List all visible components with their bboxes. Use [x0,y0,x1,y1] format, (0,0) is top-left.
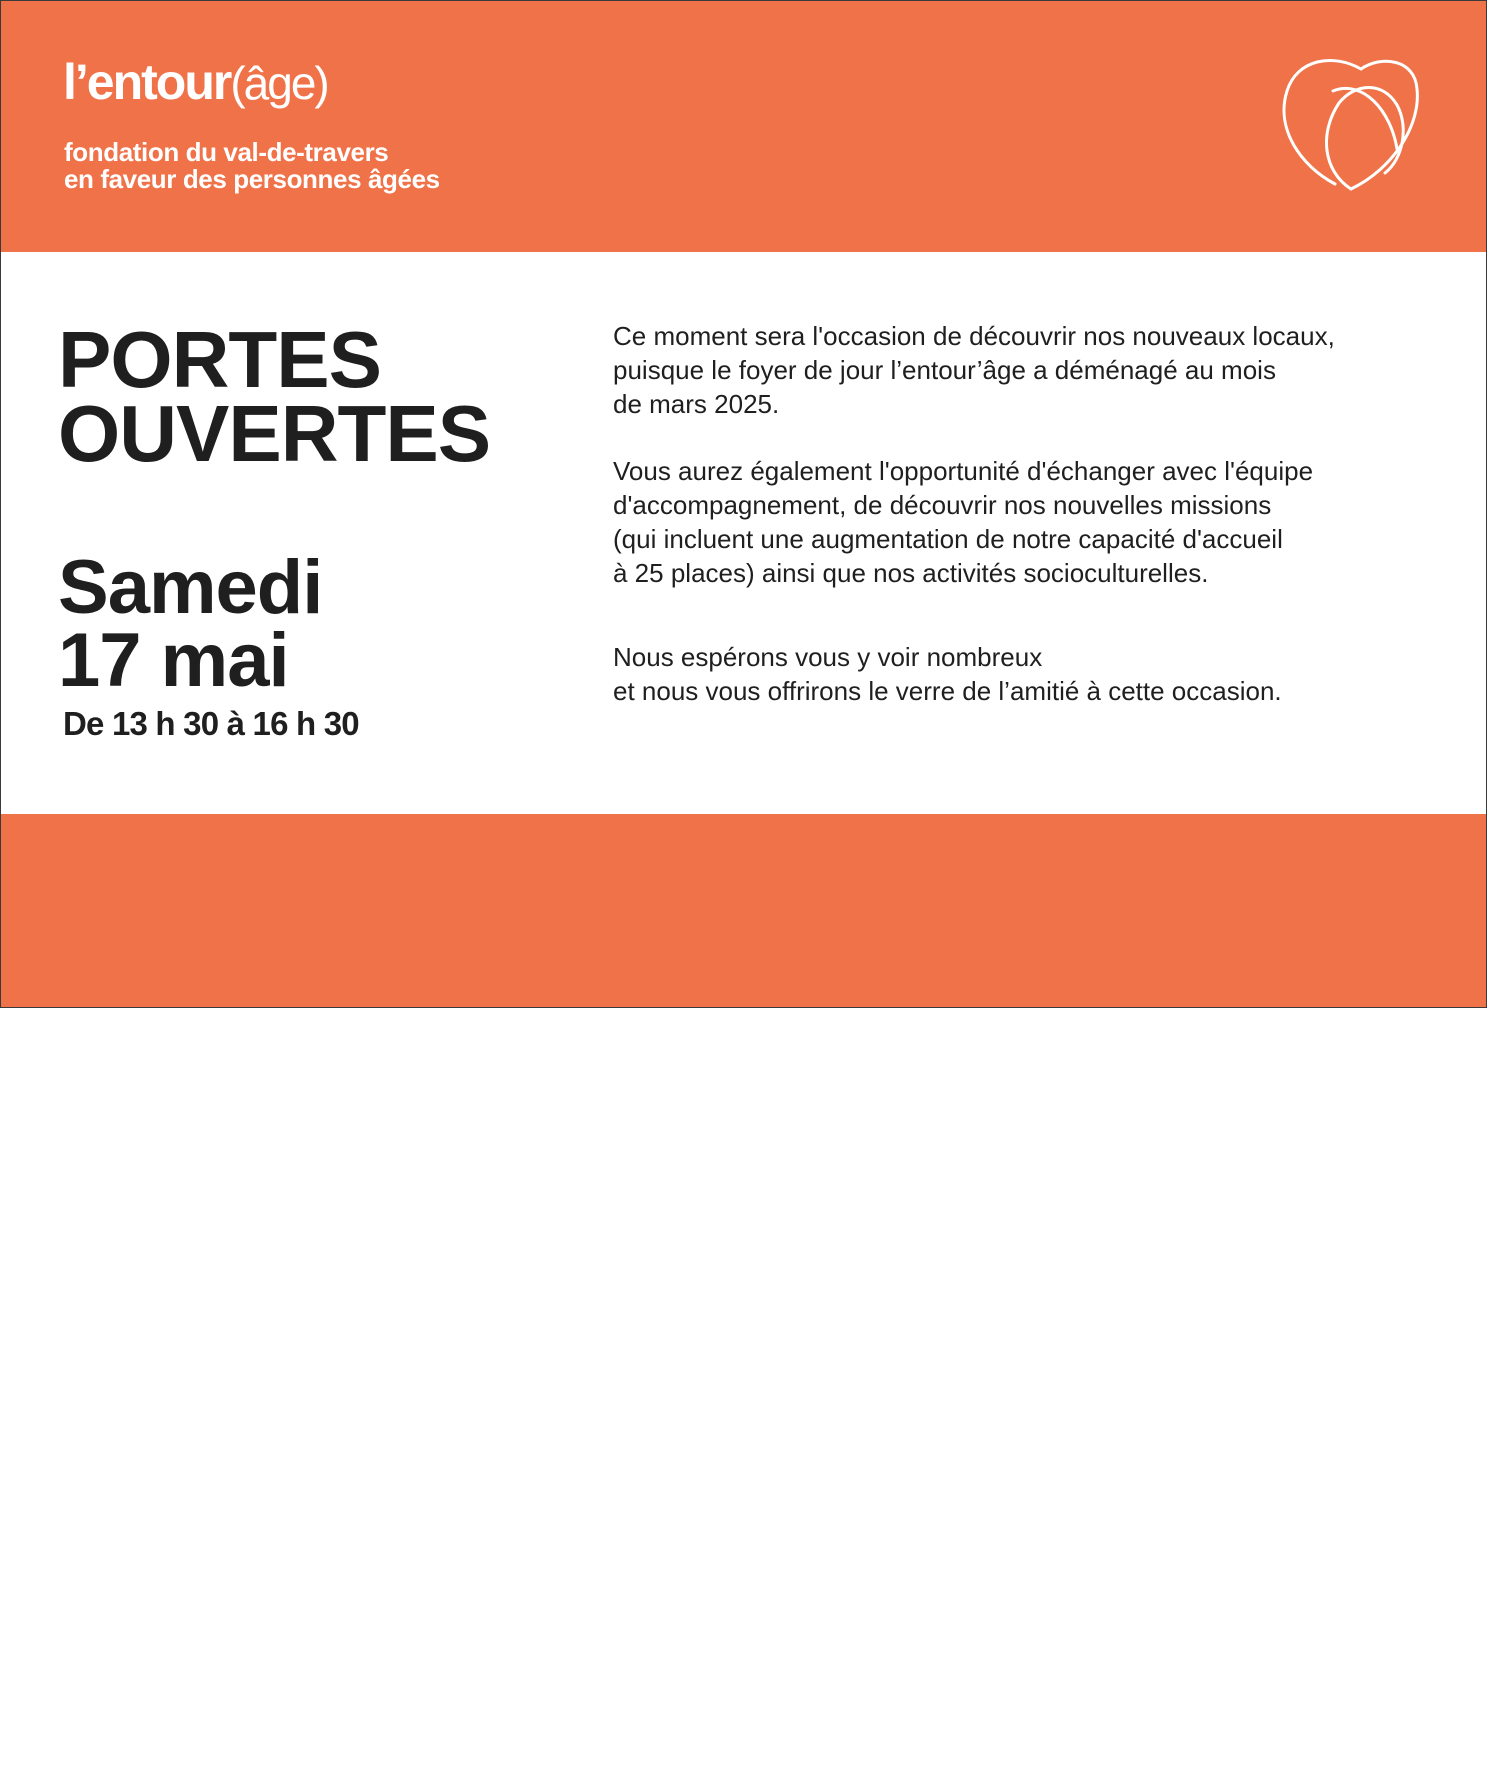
tagline-line-1: fondation du val-de-travers [64,137,389,167]
text-line: (qui incluent une augmentation de notre capacité d'accueil [613,524,1283,554]
email-link[interactable]: foyerdejour@lentourage.ch [864,1736,1164,1762]
description-paragraph-1 [613,319,1335,421]
brand-logo-main: l’entour [63,54,231,110]
event-description [613,319,1335,708]
event-day: Samedi [58,545,323,630]
footer-band [1,814,1486,1767]
description-paragraph-2 [613,454,1335,590]
brand-logo-paren: (âge) [230,57,328,109]
event-title [58,315,491,478]
event-title-line-2: OUVERTES [58,389,491,478]
address-city: 2114 Fleurier [65,1724,300,1767]
description-paragraph-3 [613,640,1335,708]
text-line: Vous aurez également l'opportunité d'échanger avec l'équipe [613,456,1314,486]
brand-logo [63,54,328,110]
text-line: Ce moment sera l'occasion de découvrir nos nouveaux locaux, [613,321,1335,351]
address [65,1680,312,1768]
brand-tagline [64,139,440,193]
heart-outline-icon [1273,51,1433,196]
text-line: à 25 places) ainsi que nos activités socioculturelles. [613,558,1209,588]
website-link[interactable]: www.lentourage.ch [589,1736,800,1762]
event-hours: De 13 h 30 à 16 h 30 [63,705,359,742]
phone-number[interactable]: +41 32 862 11 89 [1229,1736,1408,1762]
event-date [58,545,323,703]
text-line: et nous vous offrirons le verre de l’amitié à cette occasion. [613,676,1282,706]
event-date-value: 17 mai [58,618,289,703]
tagline-line-2: en faveur des personnes âgées [64,164,440,194]
address-street: Petits-clos 41 [65,1680,313,1723]
event-title-line-1: PORTES [58,315,381,404]
header-band [1,1,1486,252]
text-line: Nous espérons vous y voir nombreux [613,642,1043,672]
text-line: puisque le foyer de jour l’entour’âge a déménagé au mois [613,355,1276,385]
text-line: de mars 2025. [613,389,780,419]
text-line: d'accompagnement, de découvrir nos nouvelles missions [613,490,1272,520]
